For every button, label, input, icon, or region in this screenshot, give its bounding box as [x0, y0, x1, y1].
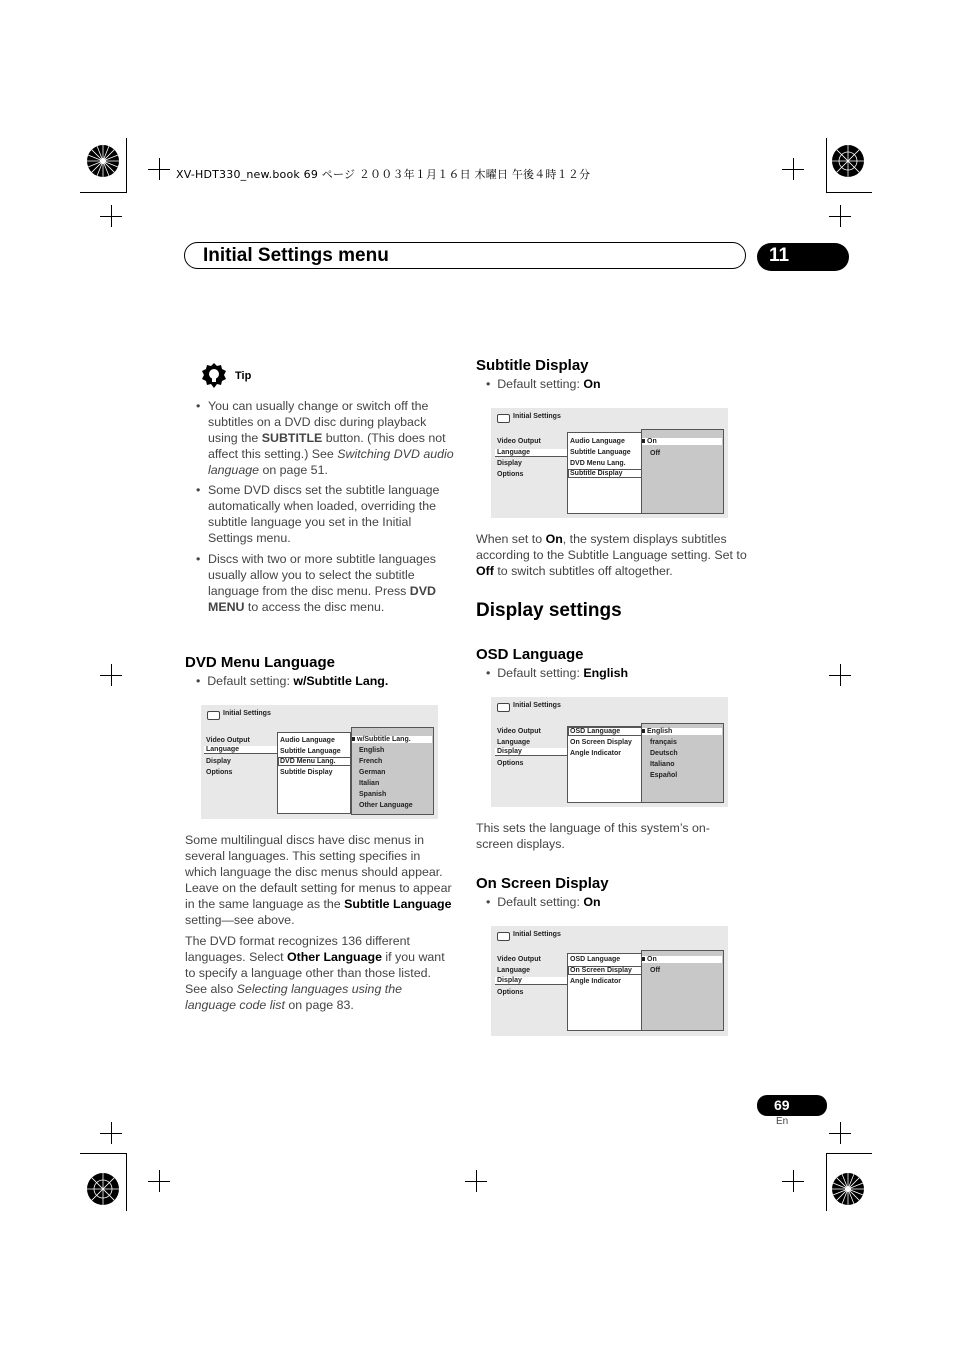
- menu-item-selected: Language: [495, 449, 570, 457]
- option: English: [359, 747, 385, 754]
- osd-language-para: This sets the language of this system’s on-screen displays.: [476, 821, 710, 851]
- display-settings-heading: Display settings: [476, 600, 622, 621]
- option: Deutsch: [650, 750, 678, 757]
- menu-item-selected: Display: [495, 977, 570, 985]
- menu-item-selected: Language: [204, 746, 280, 754]
- submenu-item: Subtitle Language: [570, 449, 631, 456]
- starburst-mark: [831, 1172, 865, 1206]
- crop-line: [826, 1153, 872, 1154]
- registration-mark: [829, 664, 851, 686]
- settings-icon: [497, 414, 510, 423]
- menu-item-selected: Display: [495, 748, 570, 756]
- option: Italiano: [650, 761, 675, 768]
- chapter-badge: [757, 243, 849, 271]
- section-title: Initial Settings menu: [203, 245, 389, 266]
- registration-mark: [148, 158, 170, 180]
- menu-item: Options: [497, 471, 524, 478]
- screen-subtitle-display: [491, 408, 728, 518]
- dvd-menu-para-1: Some multilingual discs have disc menus in several languages. This setting specifies in which language the disc menus should appear. Leave on the default setting for menus to appear in the same language as the Subtitle Language setting—see above.: [185, 833, 452, 927]
- option: Spanish: [359, 791, 387, 798]
- option: Other Language: [359, 802, 413, 809]
- submenu-box: [567, 726, 642, 803]
- screen-header: Initial Settings: [513, 702, 561, 709]
- default-setting: • Default setting: English: [486, 666, 629, 680]
- submenu-box: [567, 953, 642, 1031]
- submenu-item: On Screen Display: [570, 739, 632, 746]
- crop-line: [80, 1153, 126, 1154]
- option: German: [359, 769, 386, 776]
- crop-line: [826, 138, 827, 193]
- screen-header: Initial Settings: [513, 413, 561, 420]
- tip-icon: [200, 362, 228, 390]
- menu-item: Video Output: [206, 737, 250, 744]
- option-selected: On: [642, 956, 722, 963]
- submenu-item: Subtitle Language: [280, 748, 341, 755]
- submenu-item-selected: Subtitle Display: [568, 469, 642, 478]
- subtitle-display-heading: Subtitle Display: [476, 357, 589, 374]
- dvd-menu-language-heading: DVD Menu Language: [185, 654, 336, 671]
- registration-mark: [100, 205, 122, 227]
- option: Español: [650, 772, 678, 779]
- registration-mark: [782, 158, 804, 180]
- crop-line: [126, 138, 127, 193]
- option: French: [359, 758, 383, 765]
- crop-line: [826, 1153, 827, 1211]
- starburst-mark: [831, 144, 865, 178]
- on-screen-display-heading: On Screen Display: [476, 875, 609, 892]
- page-lang: En: [776, 1116, 789, 1127]
- menu-item: Video Output: [497, 438, 541, 445]
- screen-header: Initial Settings: [223, 710, 271, 717]
- file-info: XV-HDT330_new.book 69 ページ ２００３年１月１６日 木曜日 午後４時１２分: [176, 168, 591, 181]
- registration-mark: [829, 205, 851, 227]
- settings-icon: [207, 711, 220, 720]
- submenu-item-selected: OSD Language: [568, 727, 642, 736]
- option-selected: w/Subtitle Lang.: [352, 736, 432, 743]
- default-setting: • Default setting: On: [486, 895, 601, 909]
- settings-icon: [497, 932, 510, 941]
- menu-item: Options: [497, 989, 524, 996]
- menu-item: Language: [497, 739, 531, 746]
- chapter-number: 11: [769, 245, 790, 266]
- registration-mark: [100, 664, 122, 686]
- submenu-item: Audio Language: [280, 737, 335, 744]
- submenu-item: Angle Indicator: [570, 978, 621, 985]
- crop-line: [126, 1153, 127, 1211]
- submenu-item: Audio Language: [570, 438, 625, 445]
- crop-line: [826, 192, 872, 193]
- registration-mark: [829, 1122, 851, 1144]
- registration-mark: [465, 1170, 487, 1192]
- submenu-item-selected: On Screen Display: [568, 966, 642, 975]
- screen-osd-language: [491, 697, 728, 807]
- option-selected: English: [642, 728, 722, 735]
- menu-item: Video Output: [497, 956, 541, 963]
- default-setting: • Default setting: w/Subtitle Lang.: [196, 674, 389, 688]
- submenu-item: OSD Language: [570, 956, 621, 963]
- section-title-bar: [184, 242, 746, 269]
- settings-icon: [497, 703, 510, 712]
- menu-item: Options: [206, 769, 233, 776]
- submenu-item-selected: DVD Menu Lang.: [278, 757, 351, 766]
- submenu-item: DVD Menu Lang.: [570, 460, 626, 467]
- starburst-mark: [86, 1172, 120, 1206]
- menu-item: Display: [497, 460, 522, 467]
- page-number-badge: [757, 1095, 827, 1116]
- menu-item: Video Output: [497, 728, 541, 735]
- page-number: 69: [774, 1097, 790, 1113]
- menu-item: Display: [206, 758, 231, 765]
- option: Italian: [359, 780, 380, 787]
- screen-on-screen-display: [491, 926, 728, 1036]
- submenu-item: Angle Indicator: [570, 750, 621, 757]
- menu-item: Options: [497, 760, 524, 767]
- osd-language-heading: OSD Language: [476, 646, 584, 663]
- screen-header: Initial Settings: [513, 931, 561, 938]
- tip-label: Tip: [235, 370, 252, 382]
- option: Off: [650, 967, 661, 974]
- option-selected: On: [642, 438, 722, 445]
- option: français: [650, 739, 677, 746]
- menu-item: Language: [497, 967, 531, 974]
- registration-mark: [782, 1170, 804, 1192]
- subtitle-display-para: When set to On, the system displays subtitles according to the Subtitle Language setting. Set to Off to switch subtitles off altogether.: [476, 532, 747, 578]
- starburst-mark: [86, 144, 120, 178]
- screen-dvd-menu-lang: [201, 705, 438, 819]
- registration-mark: [148, 1170, 170, 1192]
- registration-mark: [100, 1122, 122, 1144]
- default-setting: • Default setting: On: [486, 377, 601, 391]
- crop-line: [80, 192, 126, 193]
- dvd-menu-para-2: The DVD format recognizes 136 different languages. Select Other Language if you want to specify a language other than those listed. See also Selecting languages using the language code list on page 83.: [185, 934, 445, 1012]
- option: Off: [650, 450, 661, 457]
- submenu-item: Subtitle Display: [280, 769, 333, 776]
